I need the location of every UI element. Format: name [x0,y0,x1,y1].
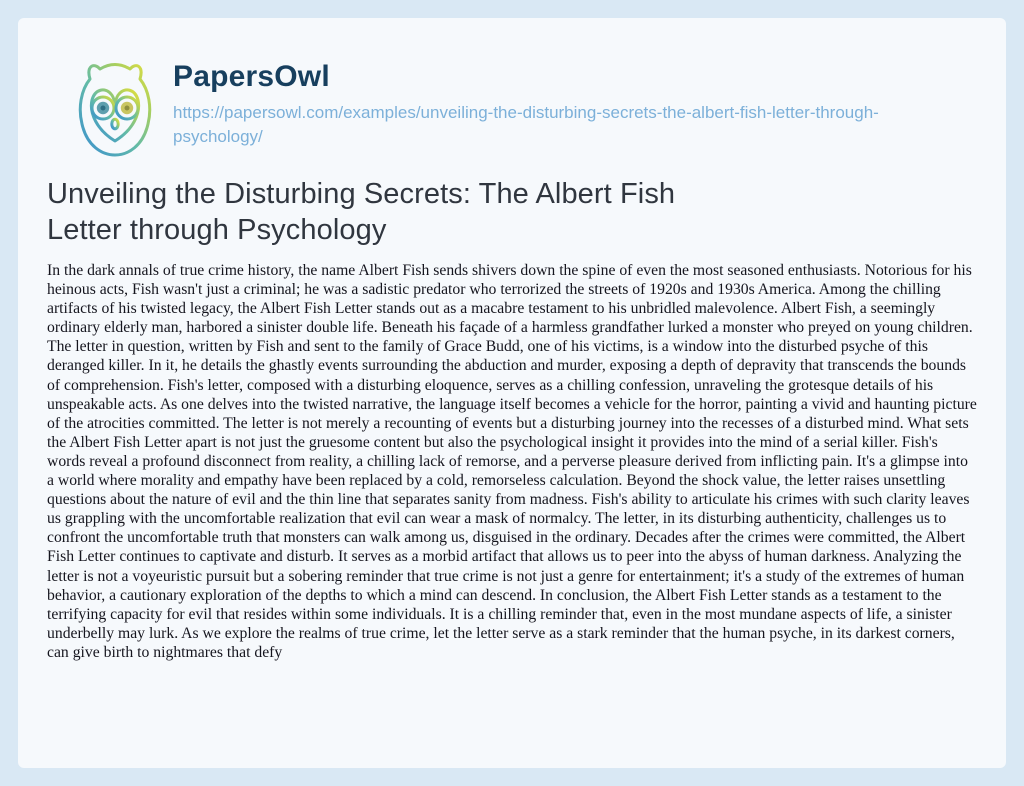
brand-block [173,58,903,149]
header [65,58,978,162]
essay-body-text: In the dark annals of true crime history, the name Albert Fish sends shivers down the spine of even the most seasoned enthusiasts. Notorious for his heinous acts, Fish wasn't just a criminal; he was a sadistic predator who terrorized the streets of 1920s and 1930s America. Among the chilling artifacts of his twisted legacy, the Albert Fish Letter stands out as a macabre testament to his unbridled malevolence. Albert Fish, a seemingly ordinary elderly man, harbored a sinister double life. Beneath his façade of a harmless grandfather lurked a monster who preyed on young children. The letter in question, written by Fish and sent to the family of Grace Budd, one of his victims, is a window into the disturbed psyche of this deranged killer. In it, he details the ghastly events surrounding the abduction and murder, exposing a depth of depravity that transcends the bounds of comprehension. Fish's letter, composed with a disturbing eloquence, serves as a chilling confession, unraveling the grotesque details of his unspeakable acts. As one delves into the twisted narrative, the language itself becomes a vehicle for the horror, painting a vivid and haunting picture of the atrocities committed. The letter is not merely a recounting of events but a disturbing journey into the recesses of a disturbed mind. What sets the Albert Fish Letter apart is not just the gruesome content but also the psychological insight it provides into the mind of a serial killer. Fish's words reveal a profound disconnect from reality, a chilling lack of remorse, and a perverse pleasure derived from inflicting pain. It's a glimpse into a world where morality and empathy have been replaced by a cold, remorseless calculation. Beyond the shock value, the letter raises unsettling questions about the nature of evil and the thin line that separates sanity from madness. Fish's ability to articulate his crimes with such clarity leaves us grappling with the uncomfortable realization that evil can wear a mask of normalcy. The letter, in its disturbing authenticity, challenges us to confront the uncomfortable truth that monsters can walk among us, disguised in the ordinary. Decades after the crimes were committed, the Albert Fish Letter continues to captivate and disturb. It serves as a morbid artifact that allows us to peer into the abyss of human darkness. Analyzing the letter is not a voyeuristic pursuit but a sobering reminder that true crime is not just a genre for entertainment; it's a study of the extremes of human behavior, a cautionary exploration of the depths to which a mind can descend. In conclusion, the Albert Fish Letter stands as a testament to the terrifying capacity for evil that resides within some individuals. It is a chilling reminder that, even in the most mundane aspects of life, a sinister underbelly may lurk. As we explore the realms of true crime, let the letter serve as a stark reminder that the human psyche, in its darkest corners, can give birth to nightmares that defy [47,262,977,661]
brand-name: PapersOwl [173,60,330,93]
content-card [18,18,1006,768]
page-url: https://papersowl.com/examples/unveiling-the-disturbing-secrets-the-albert-fish-letter-through-psychology/ [173,103,879,146]
page-title: Unveiling the Disturbing Secrets: The Albert Fish Letter through Psychology [47,178,676,246]
owl-logo-icon [65,58,165,162]
